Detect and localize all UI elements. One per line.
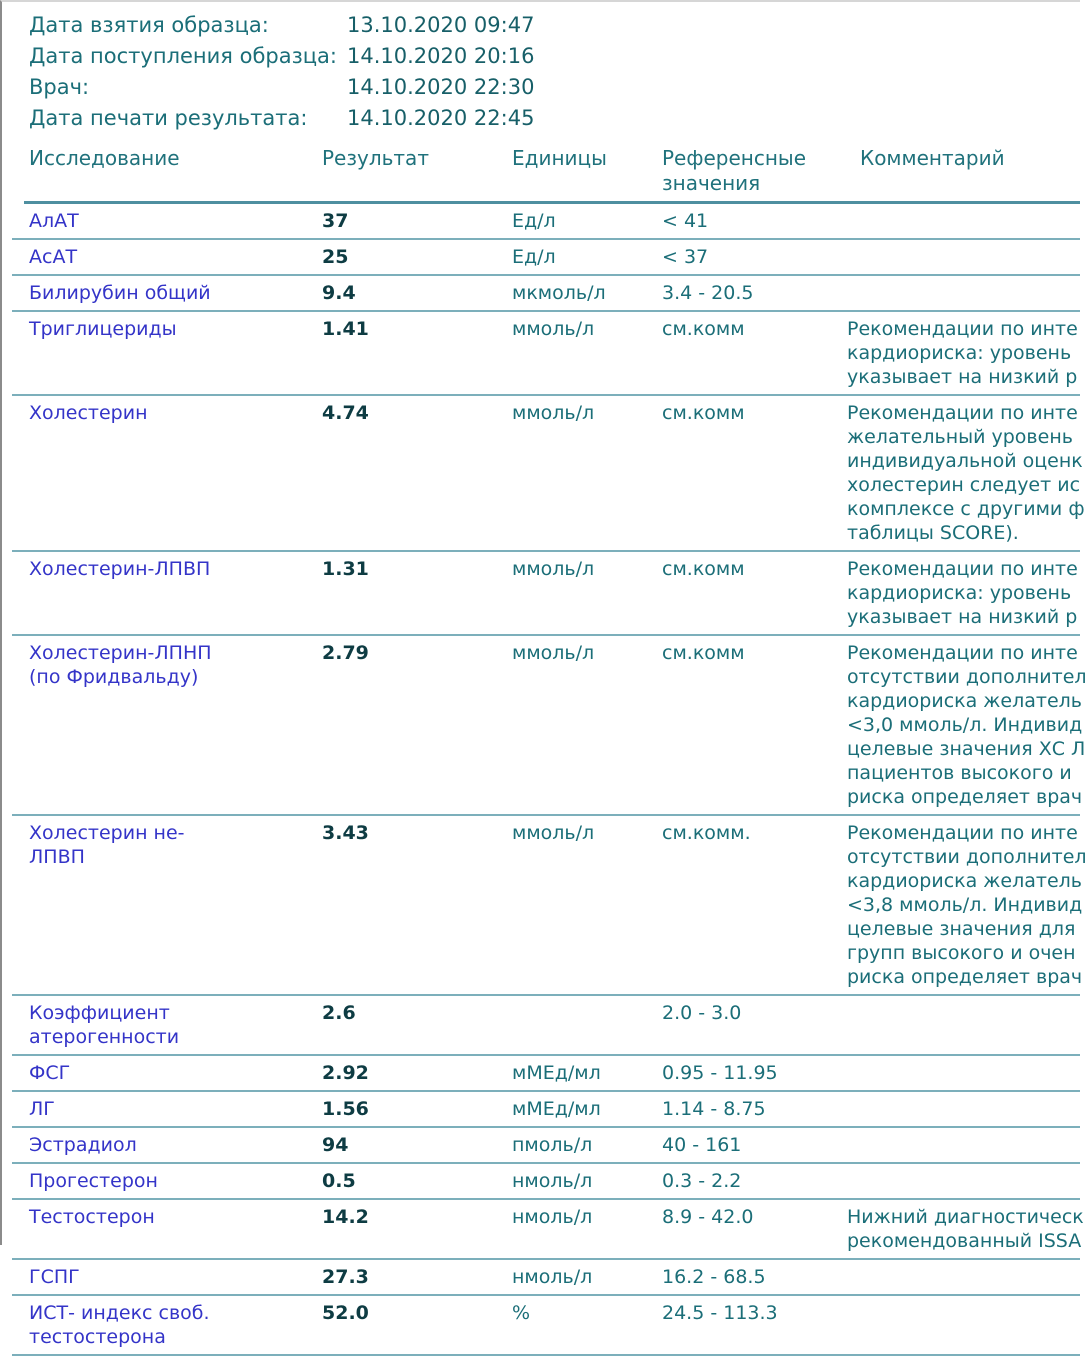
sample-meta-block (2, 2, 1080, 134)
column-header-comment: Комментарий (860, 146, 1005, 170)
comment-line: таблицы SCORE). (847, 522, 1019, 544)
result-value: 25 (322, 246, 349, 268)
reference-value: см.комм (662, 558, 745, 580)
table-body (2, 204, 1087, 1356)
reference-value: < 37 (662, 246, 709, 268)
comment-line: кардиориска: уровень (847, 582, 1072, 604)
column-header-reference: Референсные значения (662, 146, 807, 195)
meta-value: 14.10.2020 22:30 (347, 75, 535, 99)
test-name: Эстрадиол (29, 1134, 137, 1156)
test-name: Триглицериды (29, 318, 177, 340)
result-value: 4.74 (322, 402, 369, 424)
comment-line: Рекомендации по инте (847, 558, 1078, 580)
test-name: Коэффициент атерогенности (29, 1002, 180, 1048)
reference-value: 3.4 - 20.5 (662, 282, 754, 304)
result-value: 0.5 (322, 1170, 356, 1192)
comment-line: кардиориска: уровень (847, 342, 1072, 364)
units-value: мкмоль/л (512, 282, 606, 304)
comment-line: целевые значения для (847, 918, 1076, 940)
test-name: Холестерин не-ЛПВП (29, 822, 185, 868)
test-name: Билирубин общий (29, 282, 211, 304)
comment-text (847, 1164, 1080, 1200)
result-value: 1.31 (322, 558, 369, 580)
units-value: ммоль/л (512, 402, 595, 424)
meta-value: 13.10.2020 09:47 (347, 13, 535, 37)
comment-line: комплексе с другими ф (847, 498, 1085, 520)
test-name: Холестерин-ЛПВП (29, 558, 211, 580)
table-row (2, 1092, 1080, 1128)
comment-line: групп высокого и очен (847, 942, 1076, 964)
meta-value: 14.10.2020 20:16 (347, 44, 535, 68)
test-name: АсАТ (29, 246, 78, 268)
column-header-result: Результат (322, 146, 429, 170)
table-row (2, 1200, 1084, 1260)
table-row (2, 240, 1080, 276)
table-row (2, 552, 1080, 636)
table-row (2, 636, 1087, 816)
meta-value: 14.10.2020 22:45 (347, 106, 535, 130)
comment-text (847, 396, 1085, 552)
comment-line: Рекомендации по инте (847, 822, 1078, 844)
reference-value: 8.9 - 42.0 (662, 1206, 754, 1228)
table-row (2, 1164, 1080, 1200)
result-value: 9.4 (322, 282, 356, 304)
result-value: 2.92 (322, 1062, 369, 1084)
comment-line: отсутствии дополнител (847, 846, 1087, 868)
comment-text (847, 312, 1080, 396)
comment-line: <3,0 ммоль/л. Индивид (847, 714, 1083, 736)
comment-line: пациентов высокого и (847, 762, 1072, 784)
units-value (512, 996, 662, 1056)
table-header-row (2, 144, 1080, 204)
table-row (2, 204, 1080, 240)
units-value: мМЕд/мл (512, 1098, 601, 1120)
units-value: нмоль/л (512, 1170, 593, 1192)
comment-line: целевые значения ХС Л (847, 738, 1086, 760)
table-row (2, 1296, 1080, 1356)
comment-text (847, 204, 1080, 240)
reference-value: см.комм. (662, 822, 751, 844)
meta-label: Дата поступления образца: (29, 44, 337, 68)
comment-line: указывает на низкий р (847, 606, 1078, 628)
comment-line: холестерин следует ис (847, 474, 1081, 496)
result-value: 1.41 (322, 318, 369, 340)
comment-line: желательный уровень (847, 426, 1073, 448)
units-value: Ед/л (512, 210, 556, 232)
units-value: % (512, 1302, 531, 1324)
units-value: нмоль/л (512, 1206, 593, 1228)
comment-line: индивидуальной оценк (847, 450, 1083, 472)
test-name: Холестерин (29, 402, 148, 424)
comment-text (847, 636, 1087, 816)
result-value: 52.0 (322, 1302, 369, 1324)
test-name: ИСТ- индекс своб. тестостерона (29, 1302, 210, 1348)
comment-text (847, 276, 1080, 312)
comment-text (847, 996, 1080, 1056)
meta-row (2, 10, 1080, 41)
result-value: 1.56 (322, 1098, 369, 1120)
comment-text (847, 1260, 1080, 1296)
comment-line: отсутствии дополнител (847, 666, 1087, 688)
comment-text (847, 240, 1080, 276)
meta-label: Дата взятия образца: (29, 13, 269, 37)
comment-line: <3,8 ммоль/л. Индивид (847, 894, 1083, 916)
comment-line: риска определяет врач (847, 966, 1083, 988)
column-header-test: Исследование (29, 146, 180, 170)
reference-value: 40 - 161 (662, 1134, 742, 1156)
reference-value: 1.14 - 8.75 (662, 1098, 766, 1120)
units-value: ммоль/л (512, 558, 595, 580)
units-value: ммоль/л (512, 822, 595, 844)
comment-text (847, 1092, 1080, 1128)
units-value: ммоль/л (512, 642, 595, 664)
result-value: 2.79 (322, 642, 369, 664)
reference-value: 0.95 - 11.95 (662, 1062, 778, 1084)
reference-value: 24.5 - 113.3 (662, 1302, 778, 1324)
test-name: Прогестерон (29, 1170, 158, 1192)
result-value: 27.3 (322, 1266, 369, 1288)
test-name: Тестостерон (29, 1206, 155, 1228)
comment-line: Рекомендации по инте (847, 318, 1078, 340)
test-name: ЛГ (29, 1098, 55, 1120)
meta-label: Врач: (29, 75, 90, 99)
reference-value: см.комм (662, 642, 745, 664)
reference-value: 0.3 - 2.2 (662, 1170, 742, 1192)
test-name: ГСПГ (29, 1266, 80, 1288)
units-value: пмоль/л (512, 1134, 593, 1156)
table-row (2, 1260, 1080, 1296)
test-name: Холестерин-ЛПНП (по Фридвальду) (29, 642, 212, 688)
meta-label: Дата печати результата: (29, 106, 308, 130)
comment-line: кардиориска желатель (847, 870, 1082, 892)
result-value: 94 (322, 1134, 349, 1156)
table-row (2, 1128, 1080, 1164)
result-value: 2.6 (322, 1002, 356, 1024)
units-value: нмоль/л (512, 1266, 593, 1288)
table-row (2, 396, 1085, 552)
comment-text (847, 1200, 1084, 1260)
comment-line: указывает на низкий р (847, 366, 1078, 388)
test-name: ФСГ (29, 1062, 71, 1084)
table-row (2, 816, 1087, 996)
meta-row (2, 72, 1080, 103)
result-value: 3.43 (322, 822, 369, 844)
comment-text (847, 552, 1080, 636)
test-name: АлАТ (29, 210, 79, 232)
reference-value: см.комм (662, 402, 745, 424)
table-row (2, 996, 1080, 1056)
comment-text (847, 1056, 1080, 1092)
comment-line: кардиориска желатель (847, 690, 1082, 712)
reference-value: < 41 (662, 210, 709, 232)
meta-row (2, 41, 1080, 72)
reference-value: 16.2 - 68.5 (662, 1266, 766, 1288)
units-value: мМЕд/мл (512, 1062, 601, 1084)
reference-value: см.комм (662, 318, 745, 340)
comment-text (847, 1296, 1080, 1356)
result-value: 37 (322, 210, 349, 232)
comment-line: рекомендованный ISSA (847, 1230, 1082, 1252)
units-value: ммоль/л (512, 318, 595, 340)
reference-value: 2.0 - 3.0 (662, 1002, 742, 1024)
units-value: Ед/л (512, 246, 556, 268)
comment-line: Рекомендации по инте (847, 402, 1078, 424)
comment-text (847, 1128, 1080, 1164)
comment-line: Нижний диагностическ (847, 1206, 1084, 1228)
table-row (2, 1056, 1080, 1092)
result-value: 14.2 (322, 1206, 369, 1228)
table-row (2, 276, 1080, 312)
results-table (2, 144, 1087, 1356)
table-row (2, 312, 1080, 396)
comment-line: риска определяет врач (847, 786, 1083, 808)
comment-text (847, 816, 1087, 996)
column-header-units: Единицы (512, 146, 607, 170)
comment-line: Рекомендации по инте (847, 642, 1078, 664)
meta-row (2, 103, 1080, 134)
